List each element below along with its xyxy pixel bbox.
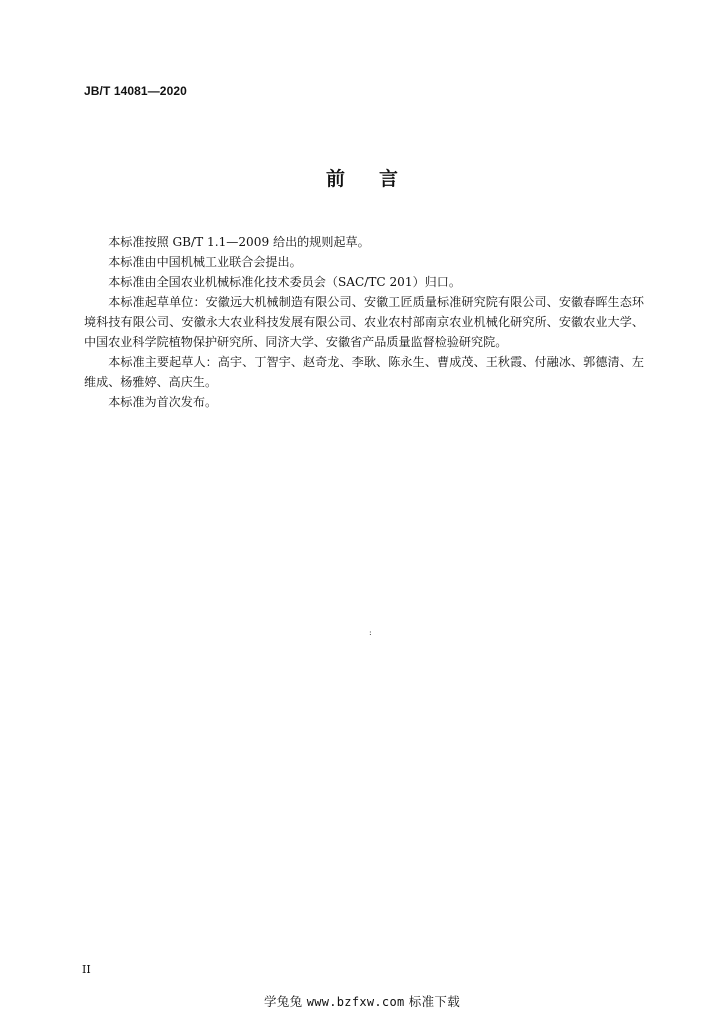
footer-site-name: 学兔兔 — [264, 994, 303, 1009]
footer-watermark — [0, 992, 724, 1010]
footer-url[interactable]: www.bzfxw.com — [306, 995, 405, 1009]
paragraph-proposer: 本标准由中国机械工业联合会提出。 — [108, 255, 302, 269]
paragraph-committee: 本标准由全国农业机械标准化技术委员会（SAC/TC 201）归口。 — [108, 275, 461, 289]
paragraph-drafters: 本标准主要起草人：高宇、丁智宇、赵奇龙、李耿、陈永生、曹成茂、王秋霞、付融冰、郭德清、左维成、杨雅婷、高庆生。 — [84, 355, 644, 389]
paragraph-drafting-rules: 本标准按照 GB/T 1.1—2009 给出的规则起草。 — [108, 235, 370, 249]
footer-tagline: 标准下载 — [408, 994, 460, 1009]
paragraph-drafting-units: 本标准起草单位：安徽远大机械制造有限公司、安徽工匠质量标准研究院有限公司、安徽春晖生态环境科技有限公司、安徽永大农业科技发展有限公司、农业农村部南京农业机械化研究所、安徽农业大学、中国农业科学院植物保护研究所、同济大学、安徽省产品质量监督检验研究院。 — [84, 295, 644, 349]
page-number: II — [82, 963, 91, 976]
paragraph-first-release: 本标准为首次发布。 — [108, 395, 218, 409]
page-title: 前言 — [325, 168, 432, 190]
document-body — [84, 232, 644, 412]
stray-mark: : — [369, 628, 372, 637]
standard-code: JB/T 14081—2020 — [84, 84, 187, 98]
